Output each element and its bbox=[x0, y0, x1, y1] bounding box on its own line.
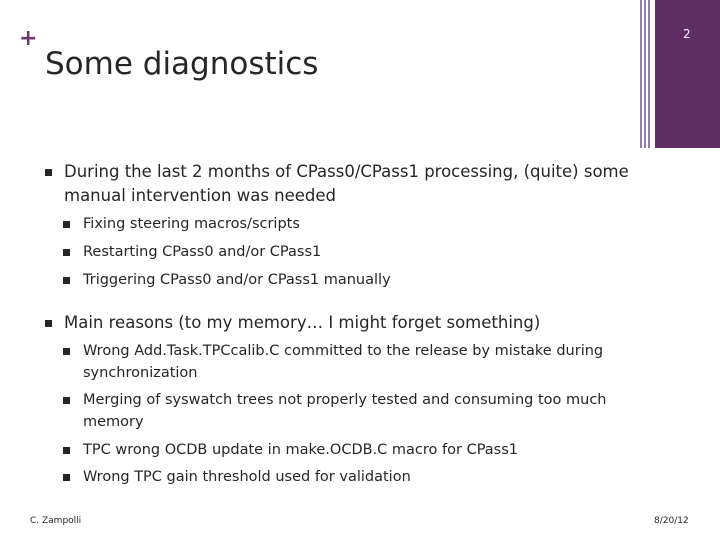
slide-title: Some diagnostics bbox=[45, 46, 319, 82]
footer-date: 8/20/12 bbox=[654, 516, 689, 526]
point-1-subitem-2: Restarting CPass0 and/or CPass1 bbox=[83, 244, 322, 260]
bullet-icon bbox=[63, 397, 70, 404]
point-1-subitem-3: Triggering CPass0 and/or CPass1 manually bbox=[83, 272, 391, 288]
point-1-line-1: During the last 2 months of CPass0/CPass1 processing, (quite) some bbox=[64, 162, 629, 181]
accent-stripes bbox=[640, 0, 652, 148]
point-2-subitem-4: Wrong TPC gain threshold used for validation bbox=[83, 469, 411, 485]
point-2-subitem-3: TPC wrong OCDB update in make.OCDB.C macro for CPass1 bbox=[83, 442, 518, 458]
plus-icon: + bbox=[19, 26, 38, 51]
bullet-icon bbox=[45, 320, 52, 327]
point-2-subitem-1-line-1: Wrong Add.Task.TPCcalib.C committed to the release by mistake during bbox=[83, 343, 604, 359]
bullet-icon bbox=[63, 249, 70, 256]
footer-author: C. Zampolli bbox=[30, 516, 82, 526]
bullet-icon bbox=[45, 169, 52, 176]
bullet-icon bbox=[63, 277, 70, 284]
point-2-subitem-2-line-2: memory bbox=[83, 414, 144, 430]
point-2-subitem-1-line-2: synchronization bbox=[83, 365, 198, 381]
point-1-line-2: manual intervention was needed bbox=[64, 186, 337, 205]
point-2-subitem-2-line-1: Merging of syswatch trees not properly tested and consuming too much bbox=[83, 392, 607, 408]
point-2-line-1: Main reasons (to my memory… I might forget something) bbox=[64, 313, 541, 332]
point-1-subitem-1: Fixing steering macros/scripts bbox=[83, 216, 300, 232]
page-number: 2 bbox=[683, 27, 691, 41]
bullet-icon bbox=[63, 474, 70, 481]
page-number-box bbox=[655, 0, 720, 148]
bullet-icon bbox=[63, 447, 70, 454]
bullet-icon bbox=[63, 348, 70, 355]
bullet-icon bbox=[63, 221, 70, 228]
